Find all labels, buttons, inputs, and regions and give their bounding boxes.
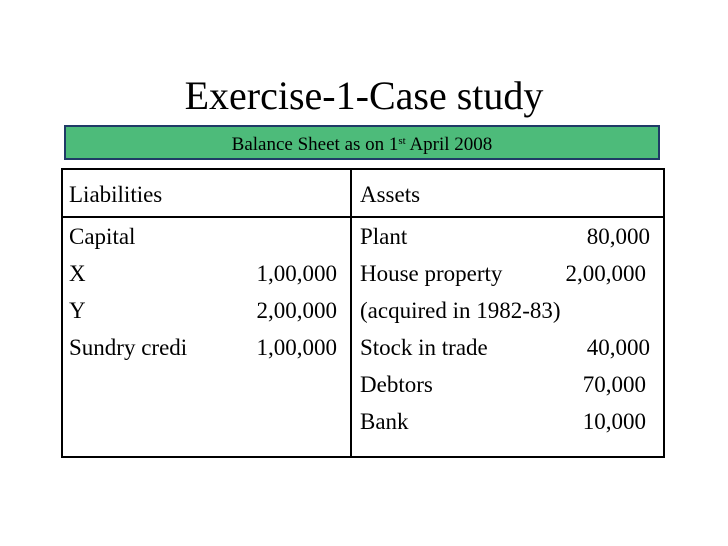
asset-row-debtors [360, 366, 650, 403]
asset-label: Debtors [360, 372, 433, 397]
liability-row-y [69, 292, 337, 329]
column-divider [350, 170, 352, 456]
asset-row-bank [360, 403, 650, 440]
asset-row-stock-in-trade [360, 329, 650, 366]
asset-amount: 10,000 [582, 409, 646, 434]
liability-amount: 1,00,000 [256, 335, 337, 360]
asset-row-acquired-note [360, 292, 650, 329]
banner-text [66, 134, 658, 156]
liability-label: Capital [69, 224, 136, 249]
liability-label: Sundry credi [69, 335, 188, 360]
asset-label: House property [360, 261, 503, 286]
liabilities-header: Liabilities [69, 182, 163, 207]
asset-amount: 40,000 [586, 335, 650, 360]
asset-amount: 70,000 [582, 372, 646, 397]
asset-label: Stock in trade [360, 335, 488, 360]
asset-label: (acquired in 1982-83) [360, 298, 561, 323]
asset-amount: 80,000 [586, 224, 650, 249]
liability-row-capital [69, 218, 337, 255]
slide-title: Exercise-1-Case study [184, 73, 544, 118]
liability-row-x [69, 255, 337, 292]
banner-prefix: Balance Sheet as on 1 [231, 134, 399, 155]
asset-row-house-property [360, 255, 650, 292]
liability-label: X [69, 261, 86, 286]
asset-row-plant [360, 218, 650, 255]
balance-sheet-table [61, 168, 665, 458]
banner-suffix: April 2008 [405, 134, 493, 155]
assets-header: Assets [360, 182, 421, 207]
liability-row-sundry-creditors [69, 329, 337, 366]
liability-amount: 1,00,000 [256, 261, 337, 286]
liability-amount: 2,00,000 [256, 298, 337, 323]
banner-superscript: st [398, 135, 406, 147]
asset-amount: 2,00,000 [565, 261, 646, 286]
balance-sheet-banner [64, 125, 660, 160]
asset-label: Plant [360, 224, 408, 249]
liability-label: Y [69, 298, 86, 323]
asset-label: Bank [360, 409, 409, 434]
